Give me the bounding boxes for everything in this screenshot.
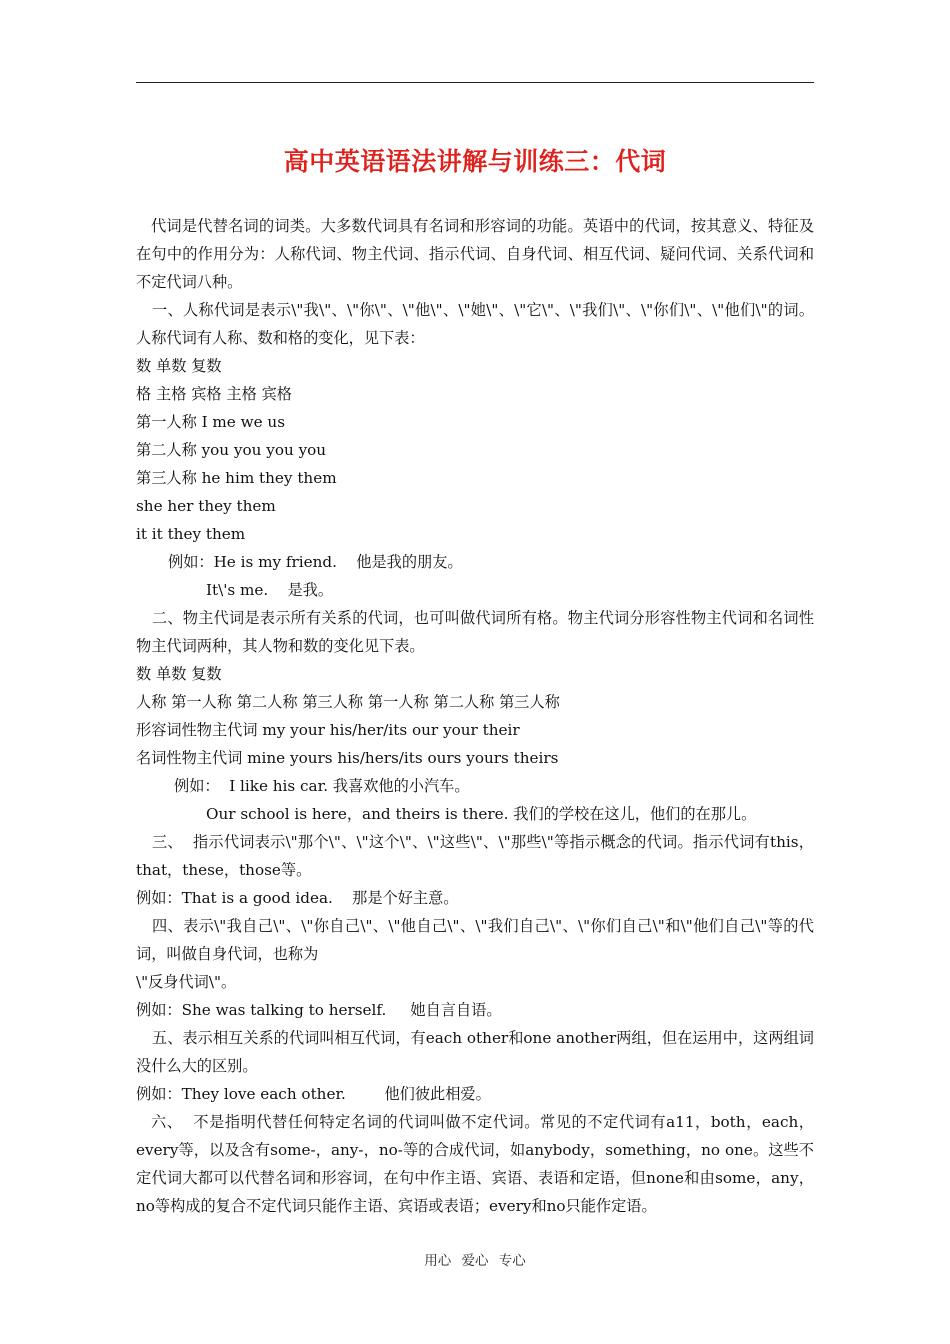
table-line: 第一人称 I me we us bbox=[136, 413, 286, 431]
header-rule bbox=[136, 82, 814, 83]
page-footer: 用心 爱心 专心 bbox=[424, 1253, 526, 1269]
example-line: Our school is here，and theirs is there. 我们的学校在这儿，他们的在那儿。 bbox=[206, 805, 757, 823]
table-line: 数 单数 复数 bbox=[136, 357, 222, 375]
table-line: 第三人称 he him they them bbox=[136, 469, 337, 487]
paragraph-reflexive-pronouns: 四、表示\"我自己\"、\"你自己\"、\"他自己\"、\"我们自己\"、\"你们自己\"和\"他们自己\"等的代词，叫做自身代词，也称为 bbox=[136, 917, 814, 963]
example-line: 例如：That is a good idea. 那是个好主意。 bbox=[136, 889, 459, 907]
paragraph-possessive-pronouns: 二、物主代词是表示所有关系的代词，也可叫做代词所有格。物主代词分形容性物主代词和名词性物主代词两种，其人物和数的变化见下表。 bbox=[136, 609, 814, 655]
paragraph-intro: 代词是代替名词的词类。大多数代词具有名词和形容词的功能。英语中的代词，按其意义、特征及在句中的作用分为：人称代词、物主代词、指示代词、自身代词、相互代词、疑问代词、关系代词和不定代词八种。 bbox=[136, 217, 814, 291]
example-line: 例如：She was talking to herself. 她自言自语。 bbox=[136, 1001, 502, 1019]
paragraph-personal-pronouns: 一、人称代词是表示\"我\"、\"你\"、\"他\"、\"她\"、\"它\"、\"我们\"、\"你们\"、\"他们\"的词。人称代词有人称、数和格的变化，见下表： bbox=[136, 301, 814, 347]
table-line: 格 主格 宾格 主格 宾格 bbox=[136, 385, 292, 403]
document-title: 高中英语语法讲解与训练三：代词 bbox=[283, 147, 667, 176]
document-body bbox=[136, 212, 814, 1220]
example-line: 例如： I like his car. 我喜欢他的小汽车。 bbox=[174, 777, 470, 795]
example-line: 例如：He is my friend. 他是我的朋友。 bbox=[168, 553, 463, 571]
table-line: it it they them bbox=[136, 525, 246, 543]
table-line: 名词性物主代词 mine yours his/hers/its ours yours theirs bbox=[136, 749, 559, 767]
paragraph-reciprocal-pronouns: 五、表示相互关系的代词叫相互代词，有each other和one another两组，但在运用中，这两组词没什么大的区别。 bbox=[136, 1029, 814, 1075]
paragraph-continuation: \"反身代词\"。 bbox=[136, 973, 237, 991]
paragraph-indefinite-pronouns: 六、 不是指明代替任何特定名词的代词叫做不定代词。常见的不定代词有a11，both，each，every等，以及含有some-，any-，no-等的合成代词，如anybody，something，no one。这些不定代词大都可以代替名词和形容词，在句中作主语、宾语、表语和定语，但none和由some，any，no等构成的复合不定代词只能作主语、宾语或表语；every和no只能作定语。 bbox=[136, 1113, 814, 1215]
table-line: 人称 第一人称 第二人称 第三人称 第一人称 第二人称 第三人称 bbox=[136, 693, 560, 711]
example-line: It\'s me. 是我。 bbox=[206, 581, 334, 599]
paragraph-demonstrative-pronouns: 三、 指示代词表示\"那个\"、\"这个\"、\"这些\"、\"那些\"等指示概念的代词。指示代词有this，that，these，those等。 bbox=[136, 833, 814, 879]
table-line: 第二人称 you you you you bbox=[136, 441, 327, 459]
table-line: 数 单数 复数 bbox=[136, 665, 222, 683]
example-line: 例如：They love each other. 他们彼此相爱。 bbox=[136, 1085, 491, 1103]
table-line: she her they them bbox=[136, 497, 276, 515]
table-line: 形容词性物主代词 my your his/her/its our your their bbox=[136, 721, 520, 739]
